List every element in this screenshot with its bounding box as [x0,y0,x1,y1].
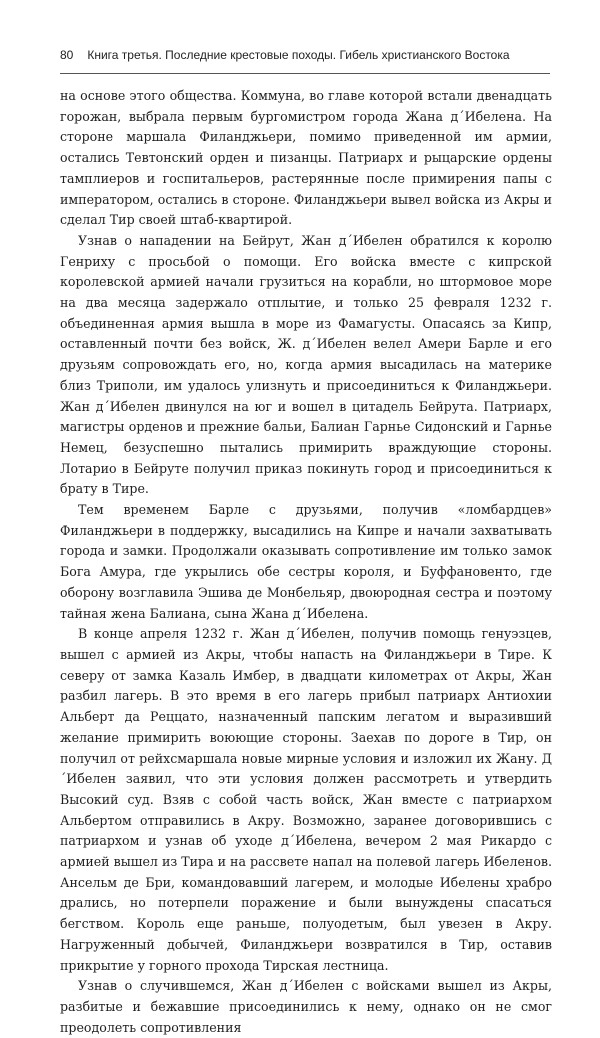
running-title: Книга третья. Последние крестовые походы. Гибель христианского Востока [87,48,510,62]
paragraph: Узнав о случившемся, Жан д´Ибелен с войсками вышел из Акры, разбитые и бежавшие присоединились к нему, однако он не смог преодолеть сопротивления [60,978,552,1035]
paragraph: Тем временем Барле с друзьями, получив «ломбардцев» Филанджьери в поддержку, высадились на Кипре и начали захватывать города и замки. Продолжали оказывать сопротивление им только замок Бога Амура, где укрылись обе сестры короля, и Буффановенто, где оборону возглавила Эшива де Монбельяр, двоюродная сестра и поэтому тайная жена Балиана, сына Жана д´Ибелена. [60,502,552,621]
header-rule [60,73,550,74]
body-text [60,86,552,1038]
paragraph: на основе этого общества. Коммуна, во главе которой встали двенадцать горожан, выбрала первым бургомистром города Жана д´Ибелена. На стороне маршала Филанджьери, помимо приведенной им армии, остались Тевтонский орден и пизанцы. Патриарх и рыцарские ордены тамплиеров и госпитальеров, растерянные после примирения папы с императором, остались в стороне. Филанджьери вывел войска из Акры и сделал Тир своей штаб-квартирой. [60,88,552,228]
running-header [60,48,550,62]
paragraph: В конце апреля 1232 г. Жан д´Ибелен, получив помощь генуэзцев, вышел с армией из Акры, чтобы напасть на Филанджьери в Тире. К северу от замка Казаль Имбер, в двадцати километрах от Акры, Жан разбил лагерь. В это время в его лагерь прибыл патриарх Антиохии Альберт да Реццато, назначенный папским легатом и выразивший желание примирить воюющие стороны. Заехав по дороге в Тир, он получил от рейхсмаршала новые мирные условия и изложил их Жану. Д´Ибелен заявил, что эти условия должен рассмотреть и утвердить Высокий суд. Взяв с собой часть войск, Жан вместе с патриархом Альбертом отправились в Акру. Возможно, заранее договорившись с патриархом и узнав об уходе д´Ибелена, вечером 2 мая Рикардо с армией вышел из Тира и на рассвете напал на полевой лагерь Ибеленов. Ансельм де Бри, командовавший лагерем, и молодые Ибелены храбро дрались, но потерпели поражение и были вынуждены спасаться бегством. Король еще раньше, полуодетым, был увезен в Акру. Нагруженный добычей, Филанджьери возвратился в Тир, оставив прикрытие у горного прохода Тирская лестница. [60,626,552,973]
paragraph: Узнав о нападении на Бейрут, Жан д´Ибелен обратился к королю Генриху с просьбой о помощи. Его войска вместе с кипрской королевской армией начали грузиться на корабли, но штормовое море на два месяца задержало отплытие, и только 25 февраля 1232 г. объединенная армия вышла в море из Фамагусты. Опасаясь за Кипр, оставленный почти без войск, Ж. д´Ибелен велел Амери Барле и его друзьям сопровождать его, но, когда армия высадилась на материке близ Триполи, им удалось улизнуть и присоединиться к Филанджьери. Жан д´Ибелен двинулся на юг и вошел в цитадель Бейрута. Патриарх, магистры орденов и прежние бальи, Балиан Гарнье Сидонский и Гарнье Немец, безуспешно пытались примирить враждующие стороны. Лотарио в Бейруте получил приказ покинуть город и присоединиться к брату в Тире. [60,232,552,497]
page-number: 80 [60,48,74,62]
